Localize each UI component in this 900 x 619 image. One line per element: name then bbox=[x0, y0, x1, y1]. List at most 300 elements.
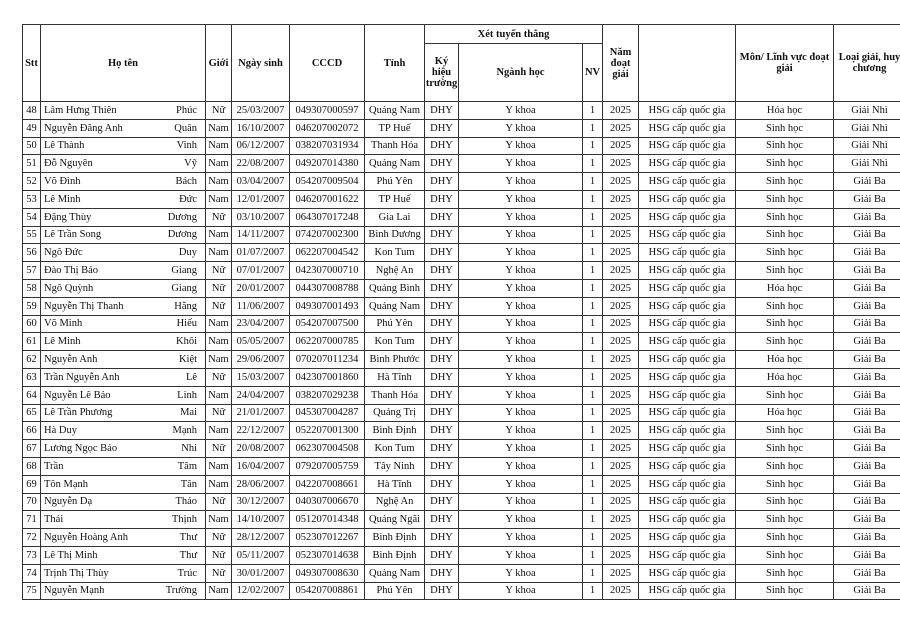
cell-ten: Lê bbox=[154, 368, 206, 386]
cell-cccd: 079207005759 bbox=[290, 457, 365, 475]
cell-ten: Hiếu bbox=[154, 315, 206, 333]
cell-giai: Giải Nhì bbox=[834, 137, 900, 155]
cell-mon: Sinh học bbox=[736, 475, 834, 493]
table-row bbox=[23, 297, 900, 315]
cell-truong: DHY bbox=[425, 226, 459, 244]
cell-nam: 2025 bbox=[603, 368, 639, 386]
cell-nv: 1 bbox=[583, 529, 603, 547]
cell-gioi: Nữ bbox=[206, 262, 232, 280]
cell-mon: Hóa học bbox=[736, 404, 834, 422]
table-row bbox=[23, 582, 900, 600]
cell-gioi: Nam bbox=[206, 244, 232, 262]
cell-tinh: Bình Định bbox=[365, 546, 425, 564]
cell-tinh: Quảng Trị bbox=[365, 404, 425, 422]
cell-ten: Dương bbox=[154, 208, 206, 226]
cell-nam: 2025 bbox=[603, 457, 639, 475]
cell-cap: HSG cấp quốc gia bbox=[639, 137, 736, 155]
cell-nv: 1 bbox=[583, 262, 603, 280]
cell-ten: Trường bbox=[154, 582, 206, 600]
cell-ten: Thư bbox=[154, 546, 206, 564]
cell-nam: 2025 bbox=[603, 244, 639, 262]
cell-giai: Giải Ba bbox=[834, 226, 900, 244]
cell-cap: HSG cấp quốc gia bbox=[639, 351, 736, 369]
cell-mon: Sinh học bbox=[736, 457, 834, 475]
cell-nam: 2025 bbox=[603, 475, 639, 493]
cell-nv: 1 bbox=[583, 208, 603, 226]
cell-cccd: 064307017248 bbox=[290, 208, 365, 226]
cell-tinh: Bình Phước bbox=[365, 351, 425, 369]
cell-tinh: Quảng Nam bbox=[365, 155, 425, 173]
cell-cap: HSG cấp quốc gia bbox=[639, 208, 736, 226]
table-row bbox=[23, 422, 900, 440]
cell-truong: DHY bbox=[425, 475, 459, 493]
cell-giai: Giải Ba bbox=[834, 511, 900, 529]
cell-giai: Giải Ba bbox=[834, 386, 900, 404]
cell-tinh: TP Huế bbox=[365, 190, 425, 208]
cell-cap: HSG cấp quốc gia bbox=[639, 493, 736, 511]
cell-giai: Giải Ba bbox=[834, 404, 900, 422]
cell-tinh: Bình Định bbox=[365, 422, 425, 440]
table-row bbox=[23, 386, 900, 404]
cell-ngay-sinh: 16/10/2007 bbox=[232, 119, 290, 137]
header-ngay-sinh: Ngày sinh bbox=[232, 25, 290, 102]
table-row bbox=[23, 351, 900, 369]
cell-nam: 2025 bbox=[603, 297, 639, 315]
cell-ten: Thảo bbox=[154, 493, 206, 511]
cell-stt: 52 bbox=[23, 173, 41, 191]
cell-mon: Sinh học bbox=[736, 173, 834, 191]
cell-mon: Hóa học bbox=[736, 279, 834, 297]
cell-nganh: Y khoa bbox=[459, 102, 583, 120]
cell-nam: 2025 bbox=[603, 173, 639, 191]
cell-mon: Sinh học bbox=[736, 262, 834, 280]
cell-cccd: 049307008630 bbox=[290, 564, 365, 582]
cell-mon: Sinh học bbox=[736, 226, 834, 244]
cell-cccd: 045307004287 bbox=[290, 404, 365, 422]
cell-nv: 1 bbox=[583, 315, 603, 333]
cell-truong: DHY bbox=[425, 422, 459, 440]
cell-tinh: Phú Yên bbox=[365, 173, 425, 191]
cell-mon: Sinh học bbox=[736, 386, 834, 404]
cell-truong: DHY bbox=[425, 457, 459, 475]
cell-cap: HSG cấp quốc gia bbox=[639, 386, 736, 404]
cell-cccd: 052307014638 bbox=[290, 546, 365, 564]
cell-gioi: Nữ bbox=[206, 102, 232, 120]
cell-ten: Giang bbox=[154, 262, 206, 280]
cell-cap: HSG cấp quốc gia bbox=[639, 190, 736, 208]
table-row bbox=[23, 475, 900, 493]
cell-nganh: Y khoa bbox=[459, 244, 583, 262]
cell-mon: Hóa học bbox=[736, 368, 834, 386]
cell-ho: Thái bbox=[41, 511, 154, 529]
cell-tinh: Phú Yên bbox=[365, 315, 425, 333]
cell-ten: Khôi bbox=[154, 333, 206, 351]
cell-ho: Đào Thị Bảo bbox=[41, 262, 154, 280]
cell-mon: Sinh học bbox=[736, 564, 834, 582]
cell-ho: Lê Trần Phương bbox=[41, 404, 154, 422]
cell-truong: DHY bbox=[425, 262, 459, 280]
cell-ten: Vỹ bbox=[154, 155, 206, 173]
cell-stt: 49 bbox=[23, 119, 41, 137]
cell-tinh: Gia Lai bbox=[365, 208, 425, 226]
cell-mon: Sinh học bbox=[736, 119, 834, 137]
cell-nam: 2025 bbox=[603, 102, 639, 120]
cell-mon: Sinh học bbox=[736, 155, 834, 173]
cell-cap: HSG cấp quốc gia bbox=[639, 368, 736, 386]
cell-mon: Sinh học bbox=[736, 137, 834, 155]
cell-gioi: Nam bbox=[206, 511, 232, 529]
cell-nam: 2025 bbox=[603, 386, 639, 404]
cell-cccd: 052207001300 bbox=[290, 422, 365, 440]
cell-ho: Trần Nguyễn Anh bbox=[41, 368, 154, 386]
cell-cccd: 062207004542 bbox=[290, 244, 365, 262]
cell-truong: DHY bbox=[425, 386, 459, 404]
cell-cccd: 062307004508 bbox=[290, 440, 365, 458]
cell-nam: 2025 bbox=[603, 511, 639, 529]
cell-tinh: Kon Tum bbox=[365, 244, 425, 262]
cell-giai: Giải Ba bbox=[834, 475, 900, 493]
cell-ngay-sinh: 30/01/2007 bbox=[232, 564, 290, 582]
cell-cap: HSG cấp quốc gia bbox=[639, 155, 736, 173]
cell-giai: Giải Ba bbox=[834, 529, 900, 547]
cell-cap: HSG cấp quốc gia bbox=[639, 226, 736, 244]
cell-truong: DHY bbox=[425, 190, 459, 208]
cell-nganh: Y khoa bbox=[459, 315, 583, 333]
cell-giai: Giải Ba bbox=[834, 333, 900, 351]
cell-nam: 2025 bbox=[603, 208, 639, 226]
cell-mon: Sinh học bbox=[736, 208, 834, 226]
cell-mon: Hóa học bbox=[736, 102, 834, 120]
cell-ho: Lê Trần Song bbox=[41, 226, 154, 244]
cell-giai: Giải Ba bbox=[834, 279, 900, 297]
cell-ho: Nguyễn Thị Thanh bbox=[41, 297, 154, 315]
cell-nganh: Y khoa bbox=[459, 457, 583, 475]
cell-ten: Trúc bbox=[154, 564, 206, 582]
cell-nam: 2025 bbox=[603, 137, 639, 155]
header-blank bbox=[639, 25, 736, 102]
cell-truong: DHY bbox=[425, 493, 459, 511]
cell-tinh: Tây Ninh bbox=[365, 457, 425, 475]
cell-nganh: Y khoa bbox=[459, 351, 583, 369]
cell-nam: 2025 bbox=[603, 226, 639, 244]
cell-nganh: Y khoa bbox=[459, 386, 583, 404]
cell-giai: Giải Nhì bbox=[834, 155, 900, 173]
cell-cccd: 049207014380 bbox=[290, 155, 365, 173]
table-row bbox=[23, 244, 900, 262]
cell-truong: DHY bbox=[425, 137, 459, 155]
cell-gioi: Nữ bbox=[206, 440, 232, 458]
cell-gioi: Nữ bbox=[206, 368, 232, 386]
cell-cap: HSG cấp quốc gia bbox=[639, 546, 736, 564]
cell-nam: 2025 bbox=[603, 440, 639, 458]
cell-mon: Sinh học bbox=[736, 315, 834, 333]
cell-cap: HSG cấp quốc gia bbox=[639, 511, 736, 529]
cell-ngay-sinh: 06/12/2007 bbox=[232, 137, 290, 155]
cell-cccd: 054207007500 bbox=[290, 315, 365, 333]
cell-gioi: Nam bbox=[206, 386, 232, 404]
cell-ngay-sinh: 12/02/2007 bbox=[232, 582, 290, 600]
cell-cccd: 074207002300 bbox=[290, 226, 365, 244]
cell-nam: 2025 bbox=[603, 564, 639, 582]
cell-stt: 55 bbox=[23, 226, 41, 244]
cell-nam: 2025 bbox=[603, 582, 639, 600]
cell-gioi: Nữ bbox=[206, 564, 232, 582]
cell-tinh: Kon Tum bbox=[365, 333, 425, 351]
cell-ho: Hà Duy bbox=[41, 422, 154, 440]
cell-cap: HSG cấp quốc gia bbox=[639, 404, 736, 422]
cell-stt: 54 bbox=[23, 208, 41, 226]
table-row bbox=[23, 155, 900, 173]
cell-ten: Tâm bbox=[154, 457, 206, 475]
table-row bbox=[23, 529, 900, 547]
cell-nganh: Y khoa bbox=[459, 368, 583, 386]
cell-nv: 1 bbox=[583, 386, 603, 404]
cell-stt: 63 bbox=[23, 368, 41, 386]
cell-nganh: Y khoa bbox=[459, 155, 583, 173]
cell-cccd: 042307001860 bbox=[290, 368, 365, 386]
cell-ngay-sinh: 21/01/2007 bbox=[232, 404, 290, 422]
cell-gioi: Nam bbox=[206, 582, 232, 600]
cell-ngay-sinh: 05/05/2007 bbox=[232, 333, 290, 351]
cell-nganh: Y khoa bbox=[459, 262, 583, 280]
cell-ngay-sinh: 29/06/2007 bbox=[232, 351, 290, 369]
cell-cap: HSG cấp quốc gia bbox=[639, 297, 736, 315]
cell-mon: Sinh học bbox=[736, 582, 834, 600]
cell-nv: 1 bbox=[583, 173, 603, 191]
cell-stt: 60 bbox=[23, 315, 41, 333]
cell-cccd: 049307000597 bbox=[290, 102, 365, 120]
cell-ho: Lê Minh bbox=[41, 190, 154, 208]
cell-truong: DHY bbox=[425, 404, 459, 422]
cell-ho: Nguyễn Anh bbox=[41, 351, 154, 369]
cell-nv: 1 bbox=[583, 564, 603, 582]
cell-cap: HSG cấp quốc gia bbox=[639, 457, 736, 475]
cell-nganh: Y khoa bbox=[459, 173, 583, 191]
cell-ho: Đặng Thùy bbox=[41, 208, 154, 226]
table-row bbox=[23, 564, 900, 582]
cell-gioi: Nam bbox=[206, 155, 232, 173]
cell-nv: 1 bbox=[583, 137, 603, 155]
cell-truong: DHY bbox=[425, 279, 459, 297]
cell-tinh: Phú Yên bbox=[365, 582, 425, 600]
cell-giai: Giải Ba bbox=[834, 422, 900, 440]
cell-cap: HSG cấp quốc gia bbox=[639, 102, 736, 120]
cell-ho: Võ Đình bbox=[41, 173, 154, 191]
header-ho-ten: Họ tên bbox=[41, 25, 206, 102]
header-cccd: CCCD bbox=[290, 25, 365, 102]
cell-ngay-sinh: 15/03/2007 bbox=[232, 368, 290, 386]
cell-ngay-sinh: 20/01/2007 bbox=[232, 279, 290, 297]
cell-cccd: 051207014348 bbox=[290, 511, 365, 529]
cell-ten: Hằng bbox=[154, 297, 206, 315]
cell-giai: Giải Ba bbox=[834, 190, 900, 208]
cell-nam: 2025 bbox=[603, 404, 639, 422]
cell-ngay-sinh: 14/10/2007 bbox=[232, 511, 290, 529]
header-tinh: Tỉnh bbox=[365, 25, 425, 102]
cell-nganh: Y khoa bbox=[459, 529, 583, 547]
cell-nv: 1 bbox=[583, 582, 603, 600]
cell-ngay-sinh: 25/03/2007 bbox=[232, 102, 290, 120]
cell-truong: DHY bbox=[425, 173, 459, 191]
cell-gioi: Nam bbox=[206, 351, 232, 369]
cell-nv: 1 bbox=[583, 333, 603, 351]
cell-mon: Sinh học bbox=[736, 244, 834, 262]
header-xet-tuyen-thang: Xét tuyển thẳng bbox=[425, 25, 603, 44]
table-row bbox=[23, 457, 900, 475]
cell-cap: HSG cấp quốc gia bbox=[639, 475, 736, 493]
cell-ngay-sinh: 22/08/2007 bbox=[232, 155, 290, 173]
cell-ten: Mạnh bbox=[154, 422, 206, 440]
cell-cap: HSG cấp quốc gia bbox=[639, 422, 736, 440]
table-row bbox=[23, 137, 900, 155]
cell-gioi: Nữ bbox=[206, 529, 232, 547]
cell-stt: 51 bbox=[23, 155, 41, 173]
cell-tinh: Hà Tĩnh bbox=[365, 368, 425, 386]
cell-cccd: 046207001622 bbox=[290, 190, 365, 208]
cell-giai: Giải Ba bbox=[834, 564, 900, 582]
cell-nam: 2025 bbox=[603, 155, 639, 173]
cell-nam: 2025 bbox=[603, 351, 639, 369]
table-row bbox=[23, 102, 900, 120]
cell-nv: 1 bbox=[583, 279, 603, 297]
cell-nam: 2025 bbox=[603, 529, 639, 547]
cell-tinh: Nghệ An bbox=[365, 262, 425, 280]
cell-ngay-sinh: 16/04/2007 bbox=[232, 457, 290, 475]
cell-tinh: Nghệ An bbox=[365, 493, 425, 511]
cell-ho: Trần bbox=[41, 457, 154, 475]
cell-ho: Lâm Hưng Thiên bbox=[41, 102, 154, 120]
cell-cap: HSG cấp quốc gia bbox=[639, 244, 736, 262]
cell-ngay-sinh: 12/01/2007 bbox=[232, 190, 290, 208]
table-body bbox=[23, 102, 900, 600]
table-row bbox=[23, 173, 900, 191]
cell-ten: Mai bbox=[154, 404, 206, 422]
cell-giai: Giải Ba bbox=[834, 173, 900, 191]
cell-tinh: Quảng Nam bbox=[365, 564, 425, 582]
table-row bbox=[23, 404, 900, 422]
cell-ten: Quân bbox=[154, 119, 206, 137]
cell-giai: Giải Ba bbox=[834, 351, 900, 369]
cell-truong: DHY bbox=[425, 368, 459, 386]
cell-gioi: Nam bbox=[206, 457, 232, 475]
cell-nganh: Y khoa bbox=[459, 404, 583, 422]
cell-cap: HSG cấp quốc gia bbox=[639, 119, 736, 137]
table-row bbox=[23, 119, 900, 137]
cell-tinh: Bình Dương bbox=[365, 226, 425, 244]
cell-giai: Giải Ba bbox=[834, 368, 900, 386]
cell-nganh: Y khoa bbox=[459, 119, 583, 137]
cell-nganh: Y khoa bbox=[459, 137, 583, 155]
cell-nganh: Y khoa bbox=[459, 546, 583, 564]
cell-stt: 65 bbox=[23, 404, 41, 422]
cell-stt: 48 bbox=[23, 102, 41, 120]
cell-ten: Giang bbox=[154, 279, 206, 297]
cell-ten: Bách bbox=[154, 173, 206, 191]
cell-truong: DHY bbox=[425, 208, 459, 226]
cell-gioi: Nam bbox=[206, 137, 232, 155]
cell-stt: 66 bbox=[23, 422, 41, 440]
cell-ten: Duy bbox=[154, 244, 206, 262]
cell-mon: Sinh học bbox=[736, 546, 834, 564]
cell-nv: 1 bbox=[583, 546, 603, 564]
cell-mon: Sinh học bbox=[736, 440, 834, 458]
cell-gioi: Nam bbox=[206, 422, 232, 440]
cell-giai: Giải Ba bbox=[834, 244, 900, 262]
cell-mon: Hóa học bbox=[736, 351, 834, 369]
cell-ho: Nguyễn Mạnh bbox=[41, 582, 154, 600]
cell-stt: 67 bbox=[23, 440, 41, 458]
header-nganh-hoc: Ngành học bbox=[459, 44, 583, 102]
cell-nv: 1 bbox=[583, 404, 603, 422]
cell-stt: 68 bbox=[23, 457, 41, 475]
cell-stt: 74 bbox=[23, 564, 41, 582]
cell-ngay-sinh: 24/04/2007 bbox=[232, 386, 290, 404]
cell-cccd: 054207009504 bbox=[290, 173, 365, 191]
cell-gioi: Nữ bbox=[206, 493, 232, 511]
cell-ten: Vinh bbox=[154, 137, 206, 155]
header-mon-linh-vuc: Môn/ Lĩnh vực đoạt giải bbox=[736, 25, 834, 102]
cell-ten: Tân bbox=[154, 475, 206, 493]
cell-cccd: 040307006670 bbox=[290, 493, 365, 511]
cell-truong: DHY bbox=[425, 564, 459, 582]
cell-cccd: 042307000710 bbox=[290, 262, 365, 280]
cell-cap: HSG cấp quốc gia bbox=[639, 440, 736, 458]
cell-stt: 70 bbox=[23, 493, 41, 511]
cell-giai: Giải Ba bbox=[834, 262, 900, 280]
cell-nganh: Y khoa bbox=[459, 440, 583, 458]
cell-cap: HSG cấp quốc gia bbox=[639, 564, 736, 582]
cell-cap: HSG cấp quốc gia bbox=[639, 529, 736, 547]
cell-ho: Nguyễn Hoàng Anh bbox=[41, 529, 154, 547]
cell-giai: Giải Nhì bbox=[834, 119, 900, 137]
header-gioi: Giới bbox=[206, 25, 232, 102]
header-loai-giai: Loại giải, huy chương bbox=[834, 25, 900, 102]
table-row bbox=[23, 546, 900, 564]
cell-tinh: Thanh Hóa bbox=[365, 386, 425, 404]
cell-cccd: 049307001493 bbox=[290, 297, 365, 315]
cell-nv: 1 bbox=[583, 226, 603, 244]
cell-nv: 1 bbox=[583, 102, 603, 120]
table-row bbox=[23, 511, 900, 529]
cell-nam: 2025 bbox=[603, 422, 639, 440]
cell-ngay-sinh: 11/06/2007 bbox=[232, 297, 290, 315]
cell-gioi: Nam bbox=[206, 315, 232, 333]
cell-nv: 1 bbox=[583, 119, 603, 137]
table-row bbox=[23, 262, 900, 280]
cell-giai: Giải Ba bbox=[834, 493, 900, 511]
cell-nganh: Y khoa bbox=[459, 279, 583, 297]
cell-stt: 53 bbox=[23, 190, 41, 208]
cell-ten: Thư bbox=[154, 529, 206, 547]
cell-giai: Giải Ba bbox=[834, 546, 900, 564]
cell-ten: Dương bbox=[154, 226, 206, 244]
cell-stt: 64 bbox=[23, 386, 41, 404]
cell-ho: Lê Thành bbox=[41, 137, 154, 155]
cell-stt: 58 bbox=[23, 279, 41, 297]
table-row bbox=[23, 440, 900, 458]
cell-cccd: 044307008788 bbox=[290, 279, 365, 297]
cell-nganh: Y khoa bbox=[459, 208, 583, 226]
cell-cap: HSG cấp quốc gia bbox=[639, 173, 736, 191]
cell-nv: 1 bbox=[583, 422, 603, 440]
cell-ho: Võ Minh bbox=[41, 315, 154, 333]
header-nam-doat-giai: Năm đoạt giải bbox=[603, 25, 639, 102]
cell-nv: 1 bbox=[583, 493, 603, 511]
cell-nganh: Y khoa bbox=[459, 297, 583, 315]
cell-stt: 69 bbox=[23, 475, 41, 493]
cell-truong: DHY bbox=[425, 582, 459, 600]
cell-cccd: 042207008661 bbox=[290, 475, 365, 493]
